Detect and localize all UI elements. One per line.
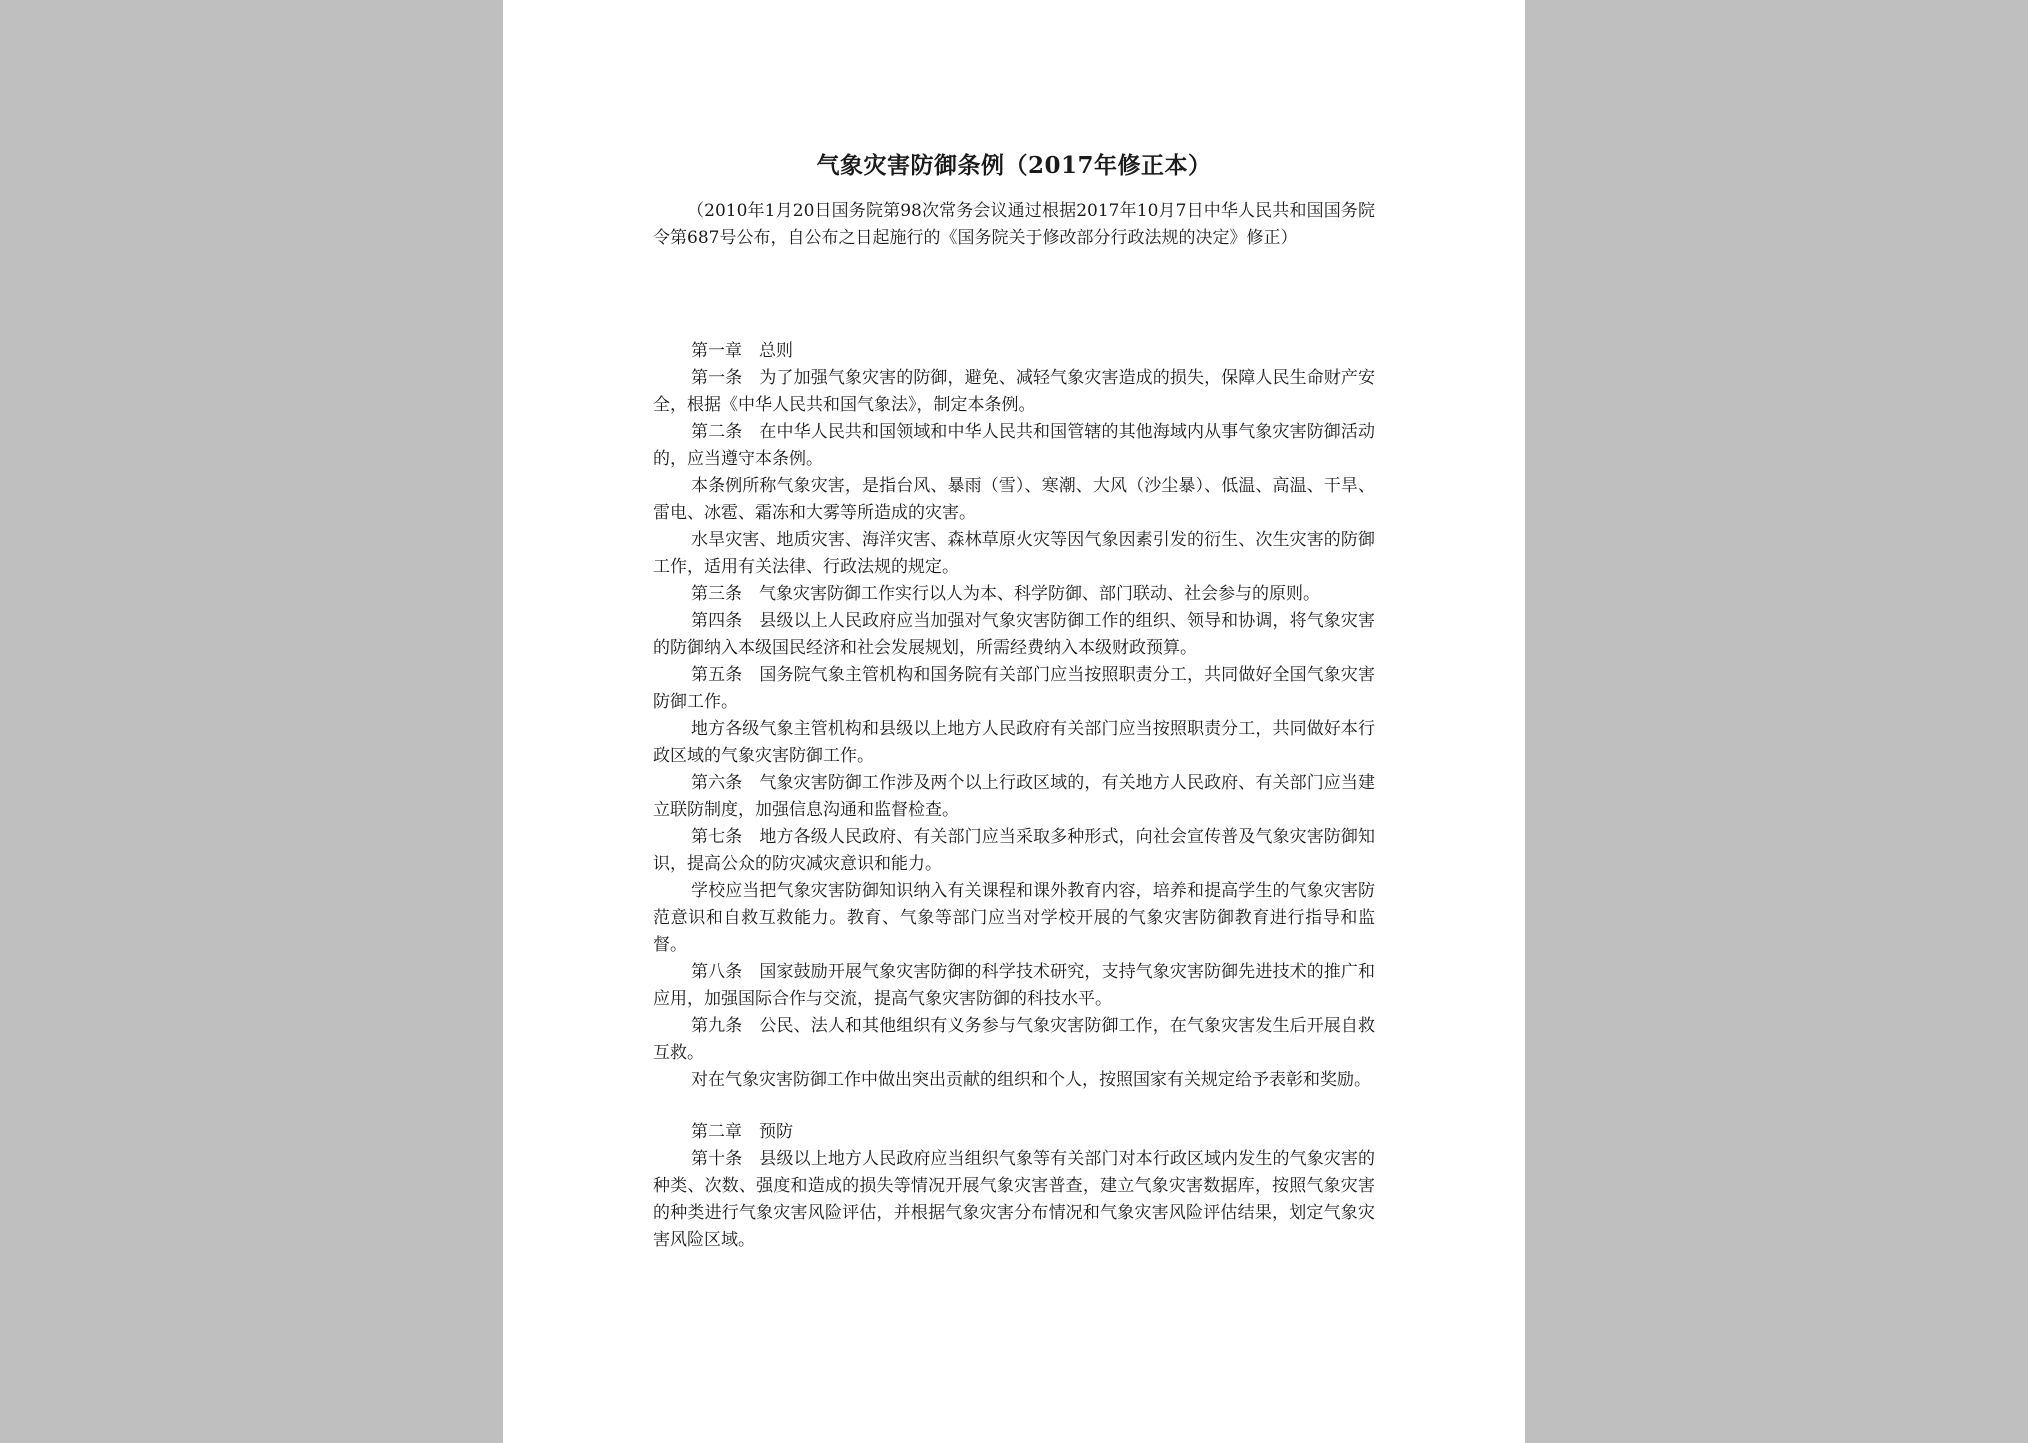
- article-paragraph: 地方各级气象主管机构和县级以上地方人民政府有关部门应当按照职责分工，共同做好本行政区域的气象灾害防御工作。: [653, 719, 1375, 766]
- article-paragraph: 第四条 县级以上人民政府应当加强对气象灾害防御工作的组织、领导和协调，将气象灾害的防御纳入本级国民经济和社会发展规划，所需经费纳入本级财政预算。: [653, 611, 1375, 658]
- chapter-heading: 第二章 预防: [691, 1122, 793, 1142]
- article-paragraph: 第十条 县级以上地方人民政府应当组织气象等有关部门对本行政区域内发生的气象灾害的种类、次数、强度和造成的损失等情况开展气象灾害普查，建立气象灾害数据库，按照气象灾害的种类进行气象灾害风险评估，并根据气象灾害分布情况和气象灾害风险评估结果，划定气象灾害风险区域。: [653, 1149, 1375, 1250]
- chapter-2: [653, 1119, 1375, 1254]
- document-page: [503, 0, 1525, 1443]
- article-paragraph: 水旱灾害、地质灾害、海洋灾害、森林草原火灾等因气象因素引发的衍生、次生灾害的防御工作，适用有关法律、行政法规的规定。: [653, 530, 1375, 577]
- chapter-gap: [653, 1094, 1375, 1119]
- document-title: 气象灾害防御条例（2017年修正本）: [816, 152, 1212, 179]
- document-amendment-note: （2010年1月20日国务院第98次常务会议通过根据2017年10月7日中华人民共和国国务院令第687号公布，自公布之日起施行的《国务院关于修改部分行政法规的决定》修正）: [653, 201, 1375, 248]
- article-paragraph: 本条例所称气象灾害，是指台风、暴雨（雪）、寒潮、大风（沙尘暴）、低温、高温、干旱、雷电、冰雹、霜冻和大雾等所造成的灾害。: [653, 476, 1375, 523]
- article-paragraph: 第九条 公民、法人和其他组织有义务参与气象灾害防御工作，在气象灾害发生后开展自救互救。: [653, 1016, 1375, 1063]
- article-paragraph: 学校应当把气象灾害防御知识纳入有关课程和课外教育内容，培养和提高学生的气象灾害防范意识和自救互救能力。教育、气象等部门应当对学校开展的气象灾害防御教育进行指导和监督。: [653, 881, 1375, 955]
- article-paragraph: 第五条 国务院气象主管机构和国务院有关部门应当按照职责分工，共同做好全国气象灾害防御工作。: [653, 665, 1375, 712]
- article-paragraph: 第六条 气象灾害防御工作涉及两个以上行政区域的，有关地方人民政府、有关部门应当建立联防制度，加强信息沟通和监督检查。: [653, 773, 1375, 820]
- article-paragraph: 第八条 国家鼓励开展气象灾害防御的科学技术研究，支持气象灾害防御先进技术的推广和应用，加强国际合作与交流，提高气象灾害防御的科技水平。: [653, 962, 1375, 1009]
- document-content: [653, 148, 1375, 1254]
- chapter-1: [653, 338, 1375, 1094]
- chapter-heading: 第一章 总则: [691, 341, 793, 361]
- article-paragraph: 第七条 地方各级人民政府、有关部门应当采取多种形式，向社会宣传普及气象灾害防御知识，提高公众的防灾减灾意识和能力。: [653, 827, 1375, 874]
- article-paragraph: 第三条 气象灾害防御工作实行以人为本、科学防御、部门联动、社会参与的原则。: [691, 584, 1320, 604]
- article-paragraph: 第二条 在中华人民共和国领域和中华人民共和国管辖的其他海域内从事气象灾害防御活动的，应当遵守本条例。: [653, 422, 1375, 469]
- article-paragraph: 对在气象灾害防御工作中做出突出贡献的组织和个人，按照国家有关规定给予表彰和奖励。: [691, 1070, 1371, 1090]
- article-paragraph: 第一条 为了加强气象灾害的防御，避免、减轻气象灾害造成的损失，保障人民生命财产安全，根据《中华人民共和国气象法》，制定本条例。: [653, 368, 1375, 415]
- section-spacer: [653, 252, 1375, 338]
